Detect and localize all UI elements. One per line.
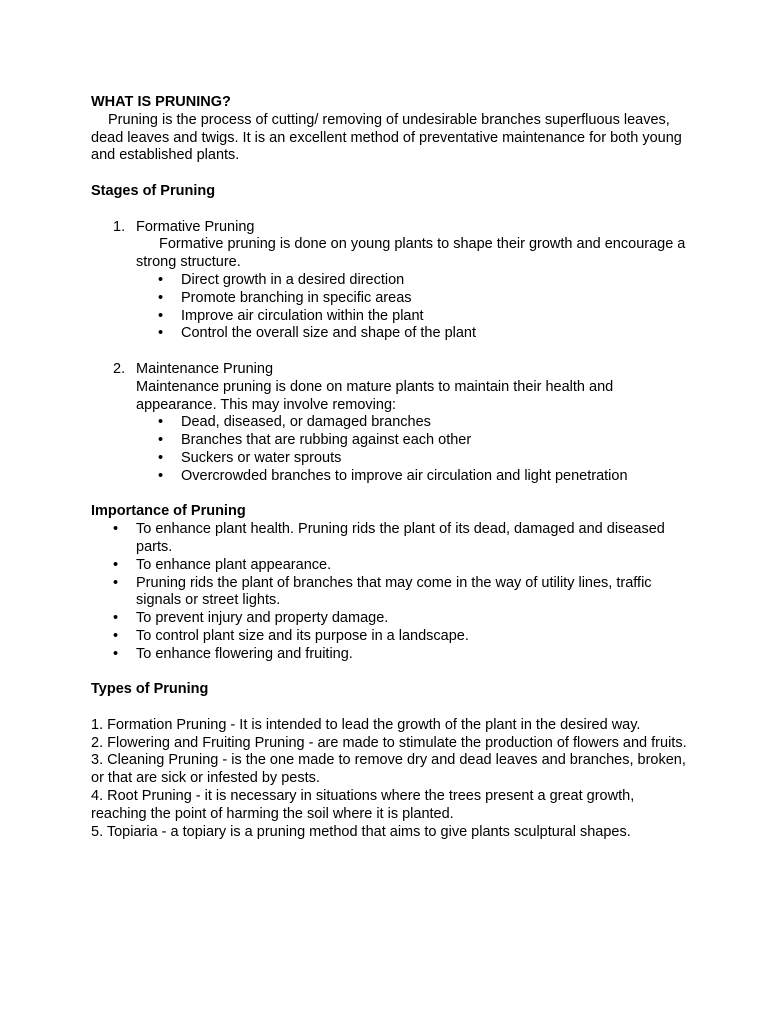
stage-title: Maintenance Pruning bbox=[136, 360, 274, 377]
bullet-icon: • bbox=[158, 307, 164, 324]
list-item-text: To control plant size and its purpose in a landscape. bbox=[136, 627, 469, 644]
stage-number: 1. bbox=[113, 218, 126, 235]
list-item bbox=[91, 557, 691, 575]
document-page bbox=[91, 94, 691, 841]
stage-bullet-list bbox=[136, 414, 691, 485]
bullet-icon: • bbox=[158, 271, 164, 288]
list-item-text: Suckers or water sprouts bbox=[181, 449, 342, 466]
list-item-text: To enhance flowering and fruiting. bbox=[136, 645, 353, 662]
importance-heading: Importance of Pruning bbox=[91, 503, 246, 520]
list-item bbox=[136, 432, 691, 450]
bullet-icon: • bbox=[158, 432, 164, 449]
spacer bbox=[91, 165, 691, 183]
intro-paragraph: Pruning is the process of cutting/ removing of undesirable branches superfluous leaves, dead leaves and twigs. It is an excellent method of preventative maintenance for both young and established plants. bbox=[91, 111, 682, 164]
bullet-icon: • bbox=[113, 645, 119, 662]
spacer bbox=[91, 343, 691, 361]
stages-heading: Stages of Pruning bbox=[91, 182, 216, 199]
list-item bbox=[91, 646, 691, 664]
list-item bbox=[136, 308, 691, 326]
list-item-text: To enhance plant appearance. bbox=[136, 556, 332, 573]
list-item bbox=[136, 272, 691, 290]
spacer bbox=[91, 664, 691, 682]
stage-description: Formative pruning is done on young plants to shape their growth and encourage a strong structure. bbox=[136, 236, 686, 271]
bullet-icon: • bbox=[113, 627, 119, 644]
type-item: 2. Flowering and Fruiting Pruning - are made to stimulate the production of flowers and fruits. bbox=[91, 734, 687, 751]
bullet-icon: • bbox=[158, 325, 164, 342]
list-item-text: Improve air circulation within the plant bbox=[181, 307, 424, 324]
list-item bbox=[136, 468, 691, 486]
list-item bbox=[91, 575, 691, 611]
type-item: 4. Root Pruning - it is necessary in situations where the trees present a great growth, reaching the point of harming the soil where it is planted. bbox=[91, 788, 635, 822]
list-item bbox=[136, 414, 691, 432]
stage-title: Formative Pruning bbox=[136, 218, 255, 235]
bullet-icon: • bbox=[158, 467, 164, 484]
stage-description: Maintenance pruning is done on mature plants to maintain their health and appearance. This may involve removing: bbox=[136, 378, 614, 413]
spacer bbox=[91, 486, 691, 504]
spacer bbox=[91, 699, 691, 717]
list-item-text: Pruning rids the plant of branches that may come in the way of utility lines, traffic signals or street lights. bbox=[136, 574, 652, 609]
list-item bbox=[91, 521, 691, 557]
list-item-text: Direct growth in a desired direction bbox=[181, 271, 405, 288]
stage-number: 2. bbox=[113, 360, 126, 377]
list-item bbox=[136, 290, 691, 308]
bullet-icon: • bbox=[158, 414, 164, 431]
stage-item-maintenance bbox=[91, 361, 691, 486]
list-item bbox=[136, 325, 691, 343]
stage-bullet-list bbox=[136, 272, 691, 343]
list-item-text: To prevent injury and property damage. bbox=[136, 610, 389, 627]
list-item-text: Dead, diseased, or damaged branches bbox=[181, 414, 431, 431]
list-item-text: Branches that are rubbing against each other bbox=[181, 432, 472, 449]
type-item: 3. Cleaning Pruning - is the one made to remove dry and dead leaves and branches, broken, or that are sick or infested by pests. bbox=[91, 752, 686, 787]
document-title: WHAT IS PRUNING? bbox=[91, 94, 231, 110]
bullet-icon: • bbox=[158, 289, 164, 306]
bullet-icon: • bbox=[158, 449, 164, 466]
list-item-text: Control the overall size and shape of the plant bbox=[181, 325, 477, 342]
bullet-icon: • bbox=[113, 521, 119, 538]
bullet-icon: • bbox=[113, 556, 119, 573]
type-item: 1. Formation Pruning - It is intended to lead the growth of the plant in the desired way. bbox=[91, 716, 641, 733]
list-item-text: To enhance plant health. Pruning rids the plant of its dead, damaged and diseased parts. bbox=[136, 521, 665, 555]
list-item bbox=[91, 628, 691, 646]
stage-item-formative bbox=[91, 219, 691, 344]
types-heading: Types of Pruning bbox=[91, 681, 209, 698]
list-item bbox=[136, 450, 691, 468]
list-item-text: Overcrowded branches to improve air circulation and light penetration bbox=[181, 467, 628, 484]
list-item-text: Promote branching in specific areas bbox=[181, 289, 412, 306]
importance-list bbox=[91, 521, 691, 663]
bullet-icon: • bbox=[113, 574, 119, 591]
bullet-icon: • bbox=[113, 610, 119, 627]
list-item bbox=[91, 610, 691, 628]
spacer bbox=[91, 201, 691, 219]
type-item: 5. Topiaria - a topiary is a pruning method that aims to give plants sculptural shapes. bbox=[91, 823, 631, 840]
